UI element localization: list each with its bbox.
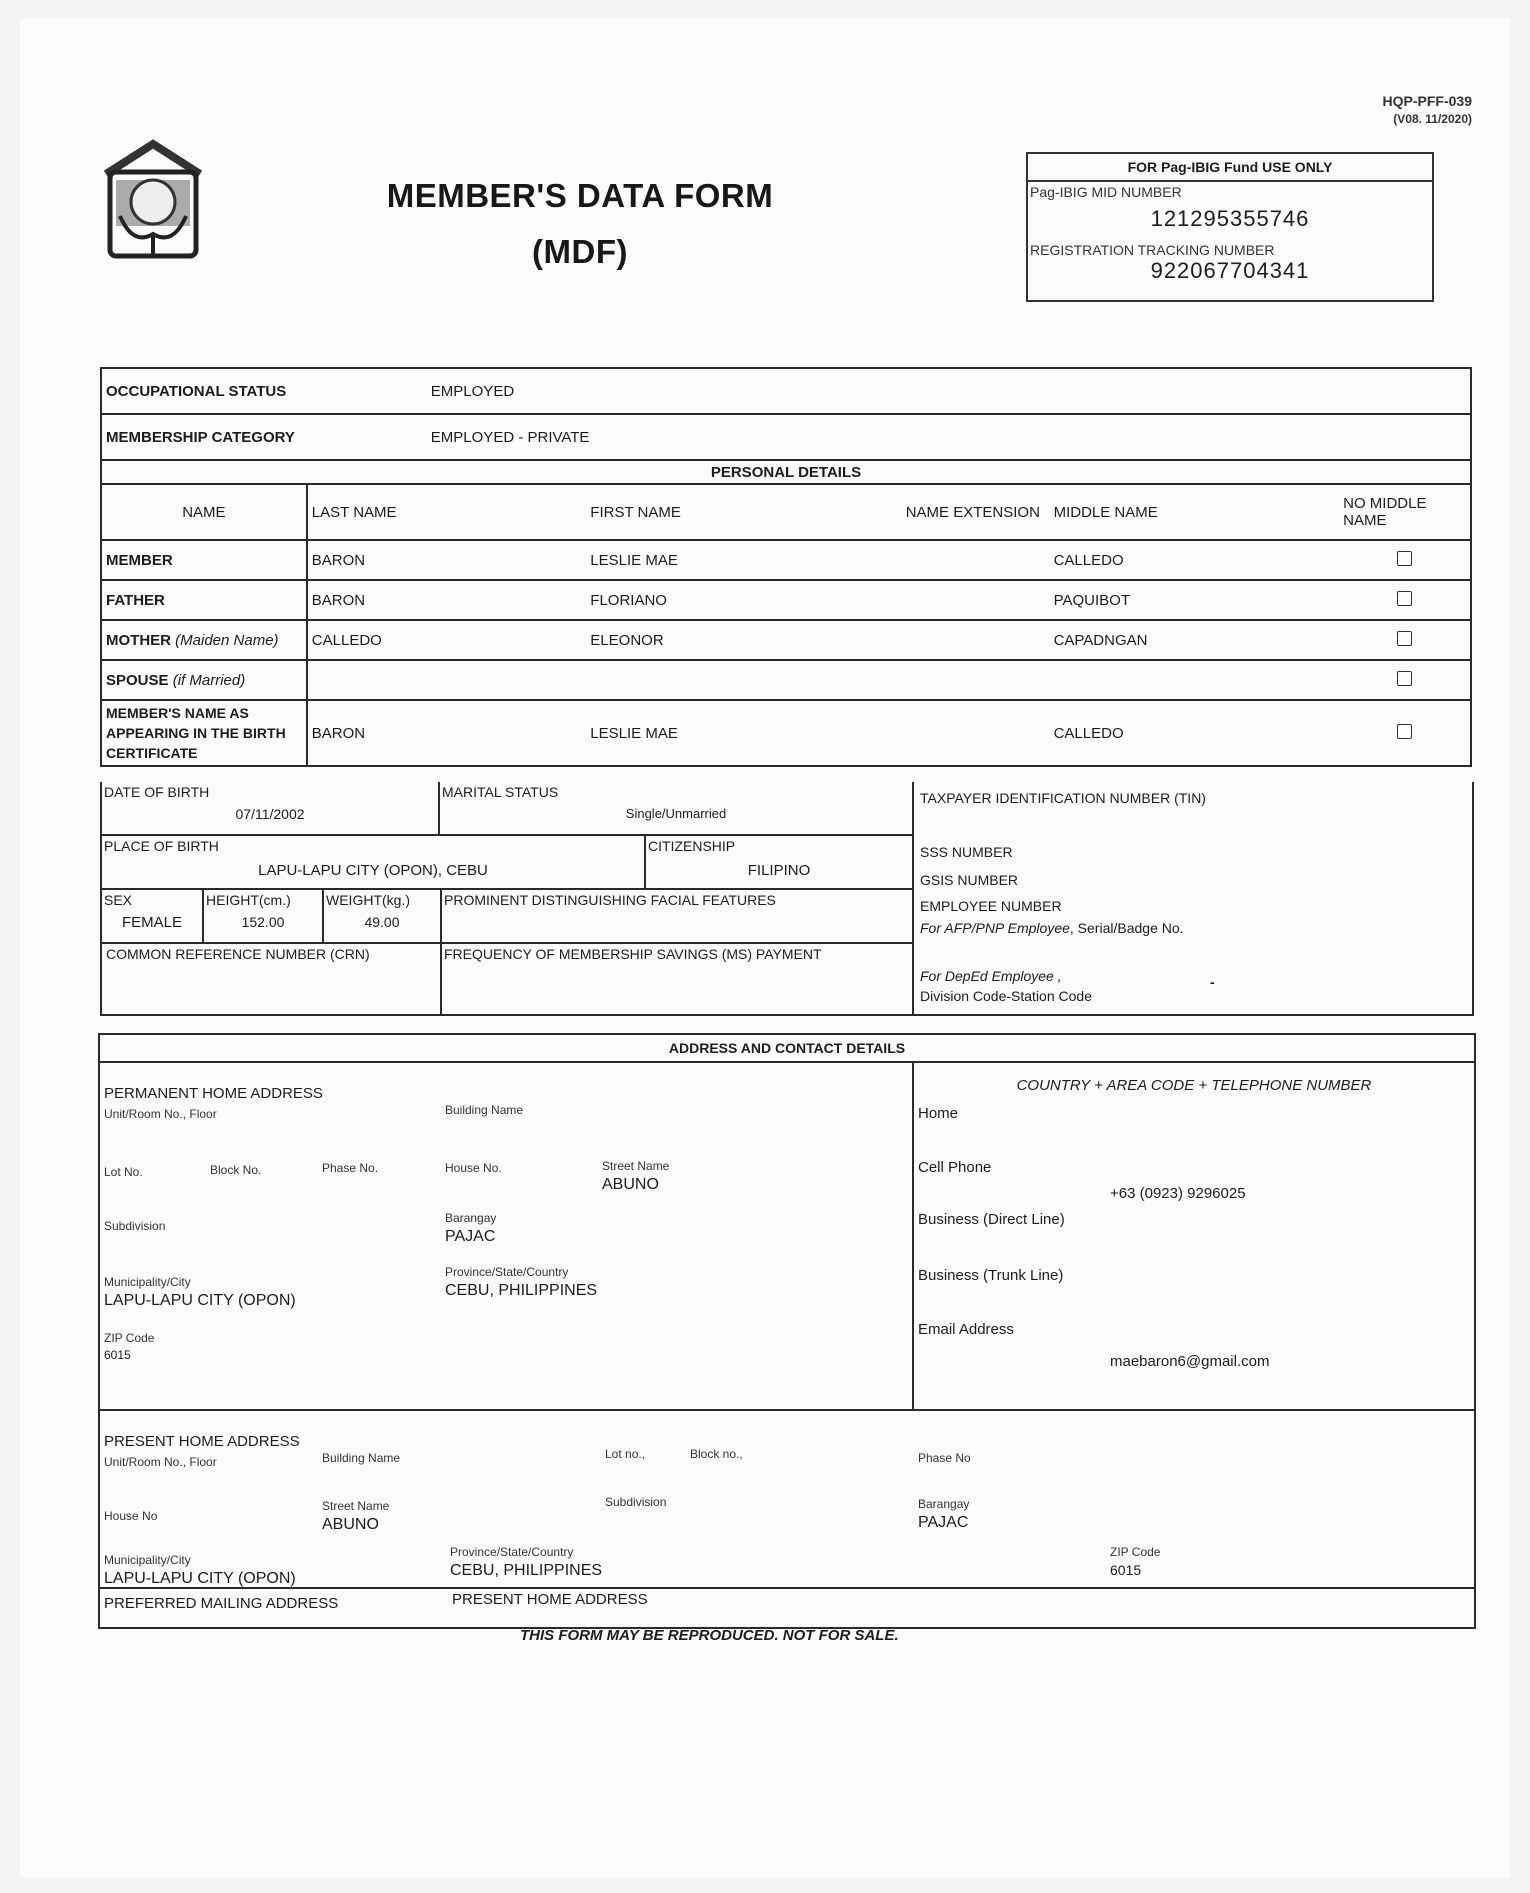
title-line-2: (MDF) xyxy=(532,233,628,270)
form-version: (V08. 11/2020) xyxy=(1393,112,1472,126)
spouse-middle-name xyxy=(1050,660,1340,700)
occupational-status-value: EMPLOYED xyxy=(430,382,515,400)
pres-unit-label: Unit/Room No., Floor xyxy=(104,1455,217,1469)
membership-category-value: EMPLOYED - PRIVATE xyxy=(430,428,590,446)
tin-label: TAXPAYER IDENTIFICATION NUMBER (TIN) xyxy=(920,790,1206,806)
table-row xyxy=(101,660,1471,700)
permanent-address-block xyxy=(100,1063,914,1411)
weight-label: WEIGHT(kg.) xyxy=(326,892,410,908)
perm-province-value: CEBU, PHILIPPINES xyxy=(445,1282,598,1299)
fund-use-only-box xyxy=(1026,152,1434,302)
member-middle-name: CALLEDO xyxy=(1050,540,1340,580)
page-title xyxy=(300,168,860,280)
present-address-block xyxy=(100,1411,1474,1589)
occupational-status-row xyxy=(101,368,1471,414)
row-label-birth-certificate: MEMBER'S NAME AS APPEARING IN THE BIRTH CERTIFICATE xyxy=(101,700,307,766)
form-code-text: HQP-PFF-039 xyxy=(1382,93,1472,109)
citizenship-label: CITIZENSHIP xyxy=(648,838,736,854)
rtn-value: 922067704341 xyxy=(1150,258,1310,283)
preferred-mailing-label: PREFERRED MAILING ADDRESS xyxy=(104,1595,339,1612)
cell-phone-value: +63 (0923) 9296025 xyxy=(1110,1185,1246,1202)
perm-zip-label: ZIP Code xyxy=(104,1331,155,1345)
row-label-father: FATHER xyxy=(101,580,307,620)
footer-note: THIS FORM MAY BE REPRODUCED. NOT FOR SALE. xyxy=(520,1627,899,1644)
deped-note xyxy=(920,966,1092,1006)
perm-phase-label: Phase No. xyxy=(322,1161,379,1175)
place-of-birth-value: LAPU-LAPU CITY (OPON), CEBU xyxy=(258,862,488,879)
no-middle-name-checkbox[interactable] xyxy=(1397,551,1412,566)
header-name-extension: NAME EXTENSION xyxy=(902,484,1050,540)
header-last-name: LAST NAME xyxy=(307,484,587,540)
business-direct-label: Business (Direct Line) xyxy=(918,1211,1065,1228)
pag-ibig-logo-icon xyxy=(98,136,208,264)
table-row xyxy=(101,540,1471,580)
rtn-label: REGISTRATION TRACKING NUMBER xyxy=(1030,242,1275,258)
facial-features-label: PROMINENT DISTINGUISHING FACIAL FEATURES xyxy=(444,892,776,908)
table-row xyxy=(101,620,1471,660)
pres-city-label: Municipality/City xyxy=(104,1553,191,1567)
afp-pnp-note-italic: For AFP/PNP Employee xyxy=(920,920,1070,936)
address-heading: ADDRESS AND CONTACT DETAILS xyxy=(100,1035,1474,1063)
dob-value: 07/11/2002 xyxy=(235,806,305,822)
row-label-member: MEMBER xyxy=(101,540,307,580)
perm-city-value: LAPU-LAPU CITY (OPON) xyxy=(104,1292,296,1309)
header-no-middle-name: NO MIDDLE NAME xyxy=(1339,484,1471,540)
member-last-name: BARON xyxy=(307,540,587,580)
perm-lot-label: Lot No. xyxy=(104,1165,143,1179)
contact-heading: COUNTRY + AREA CODE + TELEPHONE NUMBER xyxy=(1016,1077,1372,1094)
home-phone-label: Home xyxy=(918,1105,959,1122)
dob-label: DATE OF BIRTH xyxy=(104,784,210,800)
member-name-extension xyxy=(902,540,1050,580)
contact-numbers-block xyxy=(914,1063,1474,1411)
table-row xyxy=(101,700,1471,766)
no-middle-name-checkbox[interactable] xyxy=(1397,591,1412,606)
table-row xyxy=(101,580,1471,620)
pres-phase-label: Phase No xyxy=(918,1451,971,1465)
pres-lot-label: Lot no., xyxy=(605,1447,646,1461)
pres-block-label: Block no., xyxy=(690,1447,743,1461)
occupational-status-label: OCCUPATIONAL STATUS xyxy=(101,368,307,414)
perm-block-label: Block No. xyxy=(210,1163,262,1177)
father-name-extension xyxy=(902,580,1050,620)
perm-city-label: Municipality/City xyxy=(104,1275,191,1289)
weight-value: 49.00 xyxy=(364,914,400,930)
perm-zip-value: 6015 xyxy=(104,1348,131,1362)
pres-barangay-label: Barangay xyxy=(918,1497,970,1511)
pres-zip-label: ZIP Code xyxy=(1110,1545,1161,1559)
mother-first-name: ELEONOR xyxy=(586,620,901,660)
mother-name-extension xyxy=(902,620,1050,660)
deped-value: - xyxy=(1210,974,1215,990)
mother-last-name: CALLEDO xyxy=(307,620,587,660)
spouse-last-name xyxy=(307,660,587,700)
header-middle-name: MIDDLE NAME xyxy=(1050,484,1340,540)
pres-city-value: LAPU-LAPU CITY (OPON) xyxy=(104,1570,296,1587)
father-middle-name: PAQUIBOT xyxy=(1050,580,1340,620)
perm-subdivision-label: Subdivision xyxy=(104,1219,166,1233)
pres-house-label: House No xyxy=(104,1509,158,1523)
email-value: maebaron6@gmail.com xyxy=(1110,1353,1270,1370)
gsis-label: GSIS NUMBER xyxy=(920,872,1019,888)
fund-use-heading: FOR Pag-IBIG Fund USE ONLY xyxy=(1028,154,1432,182)
deped-note-text: Division Code-Station Code xyxy=(920,988,1092,1004)
pres-building-label: Building Name xyxy=(322,1451,401,1465)
no-middle-name-checkbox[interactable] xyxy=(1397,671,1412,686)
father-last-name: BARON xyxy=(307,580,587,620)
member-first-name: LESLIE MAE xyxy=(586,540,901,580)
cell-phone-label: Cell Phone xyxy=(918,1159,992,1176)
perm-street-value: ABUNO xyxy=(602,1176,659,1193)
preferred-mailing-value: PRESENT HOME ADDRESS xyxy=(452,1591,648,1608)
sex-value: FEMALE xyxy=(121,914,182,931)
marital-status-value: Single/Unmarried xyxy=(625,806,727,821)
email-label: Email Address xyxy=(918,1321,1014,1338)
names-header-row xyxy=(101,484,1471,540)
header-first-name: FIRST NAME xyxy=(586,484,901,540)
title-line-1: MEMBER'S DATA FORM xyxy=(386,177,774,214)
mid-number-label: Pag-IBIG MID NUMBER xyxy=(1030,184,1182,200)
spouse-label-note: (if Married) xyxy=(172,671,246,689)
afp-pnp-note xyxy=(920,918,1220,938)
bc-name-extension xyxy=(902,700,1050,766)
perm-street-label: Street Name xyxy=(602,1159,670,1173)
form-code xyxy=(1383,92,1472,128)
perm-barangay-label: Barangay xyxy=(445,1211,497,1225)
afp-pnp-note-text: , Serial/Badge No. xyxy=(1069,920,1184,936)
mother-label-note: (Maiden Name) xyxy=(175,631,279,649)
no-middle-name-checkbox[interactable] xyxy=(1397,631,1412,646)
personal-info-block xyxy=(100,782,1474,1016)
deped-note-italic: For DepEd Employee , xyxy=(920,968,1062,984)
business-trunk-label: Business (Trunk Line) xyxy=(918,1267,1064,1284)
perm-unit-label: Unit/Room No., Floor xyxy=(104,1107,217,1121)
marital-status-label: MARITAL STATUS xyxy=(442,784,559,800)
row-label-mother xyxy=(101,620,307,660)
pres-zip-value: 6015 xyxy=(1110,1562,1142,1578)
spouse-name-extension xyxy=(902,660,1050,700)
no-middle-name-checkbox[interactable] xyxy=(1397,724,1412,739)
crn-label: COMMON REFERENCE NUMBER (CRN) xyxy=(106,946,370,962)
pres-province-label: Province/State/Country xyxy=(450,1545,574,1559)
employee-number-label: EMPLOYEE NUMBER xyxy=(920,898,1062,914)
pres-street-label: Street Name xyxy=(322,1499,390,1513)
perm-house-label: House No. xyxy=(445,1161,502,1175)
address-contact-section xyxy=(98,1033,1476,1629)
row-label-spouse xyxy=(101,660,307,700)
mid-number-value: 121295355746 xyxy=(1150,206,1310,231)
ms-frequency-label: FREQUENCY OF MEMBERSHIP SAVINGS (MS) PAYMENT xyxy=(444,946,822,962)
bc-last-name: BARON xyxy=(307,700,587,766)
mother-middle-name: CAPADNGAN xyxy=(1050,620,1340,660)
pres-province-value: CEBU, PHILIPPINES xyxy=(450,1562,603,1579)
personal-details-heading: PERSONAL DETAILS xyxy=(101,460,1471,484)
mother-label: MOTHER xyxy=(106,631,171,649)
present-address-heading: PRESENT HOME ADDRESS xyxy=(104,1433,300,1450)
pres-street-value: ABUNO xyxy=(322,1516,379,1533)
citizenship-value: FILIPINO xyxy=(747,862,811,879)
pres-barangay-value: PAJAC xyxy=(918,1514,969,1531)
spouse-label: SPOUSE xyxy=(106,671,169,689)
father-first-name: FLORIANO xyxy=(586,580,901,620)
membership-category-label: MEMBERSHIP CATEGORY xyxy=(101,414,307,460)
permanent-address-heading: PERMANENT HOME ADDRESS xyxy=(104,1085,323,1102)
personal-details-table xyxy=(100,367,1472,767)
height-label: HEIGHT(cm.) xyxy=(206,892,291,908)
bc-first-name: LESLIE MAE xyxy=(586,700,901,766)
header-name: NAME xyxy=(101,484,307,540)
perm-province-label: Province/State/Country xyxy=(445,1265,569,1279)
perm-building-label: Building Name xyxy=(445,1103,524,1117)
pres-subdivision-label: Subdivision xyxy=(605,1495,667,1509)
spouse-first-name xyxy=(586,660,901,700)
place-of-birth-label: PLACE OF BIRTH xyxy=(104,838,219,854)
bc-middle-name: CALLEDO xyxy=(1050,700,1340,766)
perm-barangay-value: PAJAC xyxy=(445,1228,496,1245)
membership-category-row xyxy=(101,414,1471,460)
sex-label: SEX xyxy=(104,892,133,908)
height-value: 152.00 xyxy=(241,914,285,930)
sss-label: SSS NUMBER xyxy=(920,844,1013,860)
